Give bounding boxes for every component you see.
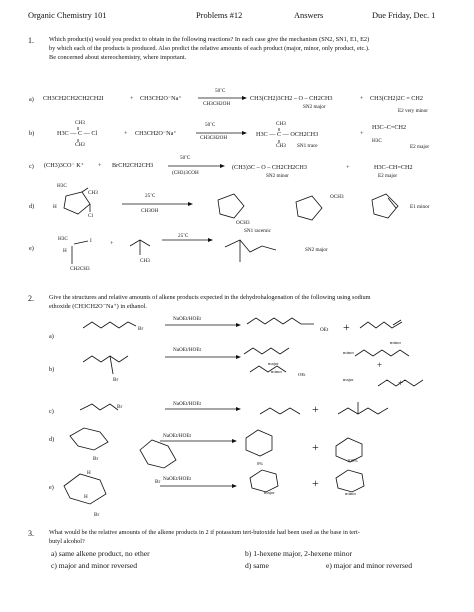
q1d-product2-sub: OCH3 (330, 194, 344, 200)
q1a-product2-note: E2 very minor (398, 108, 428, 114)
q1b-product1-bot: CH3 (276, 143, 286, 149)
q1d-ch3-bond (82, 188, 88, 192)
q1e-reagent-sub: CH3 (140, 258, 150, 264)
problem-set-label: Problems #12 (196, 11, 243, 20)
q2c-label: c) (49, 408, 54, 415)
q1a-reactant: CH3CH2CH2CH2CH2I (43, 95, 104, 102)
q2d-label: d) (49, 436, 55, 443)
q2c-product2 (338, 408, 388, 414)
q1b-product1-mid: H3C — C — OCH2CH3 (256, 131, 319, 138)
q1d-sub4: Cl (88, 213, 93, 219)
q2-number: 2. (28, 294, 34, 303)
q1a-cond-bottom: CH3CH2OH (203, 101, 231, 107)
q3-text-line1: What would be the relative amounts of the alkene products in 2 if potassium tert-butoxide had been used as the base in tert- (49, 529, 360, 536)
q3-text-line2: butyl alcohol? (49, 538, 85, 545)
q1b-arrow (196, 131, 247, 135)
q1c-cond-top: 50˚C (180, 155, 191, 161)
q2a-product-ether (247, 318, 314, 324)
q1a-product1-note: SN2 major (303, 104, 326, 110)
q2e-arrow (160, 484, 237, 488)
q1c-product1-note: SN2 minor (266, 173, 289, 179)
q2b-prod4-label: OEt (298, 372, 306, 377)
q2d-label-0: 0% (257, 461, 264, 466)
q1a-product2: CH3(CH2)2C = CH2 (370, 95, 423, 102)
q1d-sub2: CH3 (88, 190, 98, 196)
q1e-bond-i (74, 241, 88, 244)
q2a-plus: + (343, 320, 350, 334)
q1b-reactant-bot: CH3 (75, 142, 85, 148)
q1e-product (225, 240, 276, 252)
q1e-sub3: I (90, 238, 92, 244)
q2c-plus: + (312, 402, 319, 416)
q1e-sub2: H (63, 248, 67, 254)
q1b-cond-bottom: CH3CH2OH (200, 135, 228, 141)
q2b-prod1-label: major (268, 361, 279, 366)
q1d-arrow (122, 202, 193, 206)
q1b-reagent: CH3CH2O⁻Na⁺ (135, 130, 177, 137)
q1a-cond-top: 50˚C (215, 88, 226, 94)
q1b-product1-note: SN1 trace (297, 143, 318, 149)
q2a-label: a) (49, 333, 54, 340)
q1b-product2-note: E2 major (410, 144, 430, 150)
q1b-plus: + (124, 130, 128, 137)
q2e-h2: H (84, 494, 88, 500)
q3-number: 3. (28, 529, 34, 538)
q1c-product1: (CH3)3C – O – CH2CH2CH3 (232, 164, 307, 171)
q2e-h1: H (87, 470, 91, 476)
q2a-prod1-label: OEt (320, 327, 329, 333)
q1-number: 1. (28, 36, 34, 45)
q1d-label: d) (29, 203, 35, 210)
q1a-plus: + (130, 95, 134, 102)
q1a-arrow (198, 96, 247, 100)
q2b-leaving: Br (113, 377, 119, 383)
q2e-label: e) (49, 484, 54, 491)
q2d-product2-ring (336, 438, 362, 462)
q2b-product-minor (355, 350, 409, 356)
q1b-product1-top: CH3 (276, 121, 286, 127)
q1d-sub1: H3C (57, 183, 67, 189)
q2b-arrow (165, 355, 241, 359)
q1a-product1: CH3(CH2)3CH2 – O – CH2CH3 (250, 95, 333, 102)
q1e-plus: + (110, 240, 114, 247)
q1d-product2-ring (296, 196, 322, 220)
q2a-reactant-chain (83, 322, 136, 328)
q2-text-line1: Give the structures and relative amounts of alkene products expected in the dehydrohalogenation of the following using sodium (49, 294, 371, 301)
q2b-prod5-label: major (343, 377, 354, 382)
q1d-product-note: SN1 racemic (244, 228, 271, 234)
q3-option-d: d) same (245, 561, 269, 570)
q2d-product1-ring (246, 430, 272, 456)
q2b-reagent: NaOEt/HOEt (173, 347, 201, 353)
q1a-label: a) (29, 96, 34, 103)
q2e-prod2-label: minor (345, 491, 356, 496)
q2b-product-ether (250, 366, 286, 372)
q2e-leaving: Br (94, 512, 100, 518)
q1c-cond-bottom: (CH3)3COH (172, 170, 199, 176)
q1d-sub3: H (53, 204, 57, 210)
q2a-arrow (165, 323, 241, 327)
q1d-cond-top: 25˚C (145, 193, 156, 199)
q2e-reagent: NaOEt/HOEt (163, 476, 191, 482)
q2b-prod3-label: minor (271, 369, 282, 374)
q1e-product-note: SN2 major (305, 247, 328, 253)
q1b-product2-sub: H3C (372, 138, 382, 144)
q1c-plus: + (98, 162, 102, 169)
q2-text-line2: ethoxide (CH3CH2O⁻Na⁺) in ethanol. (49, 303, 147, 310)
q1b-plus-2: + (360, 130, 364, 137)
q1c-product2: H3C–CH=CH2 (374, 164, 413, 171)
q2e-plus: + (312, 476, 319, 490)
q1d-product1-ring (218, 194, 244, 218)
q2d-chair (140, 440, 176, 468)
q2b-product-major (244, 348, 289, 354)
q1-text-line1: Which product(s) would you predict to obtain in the following reactions? In each case give the mechanism (SN2, SN1, E1, E2) (49, 36, 370, 43)
q2a-alkene-double (393, 320, 401, 325)
q1d-product3-note: E1 minor (410, 204, 430, 210)
q2a-reagent: NaOEt/HOEt (173, 316, 201, 322)
q2b-product-major-2 (378, 380, 423, 386)
q3-option-e: e) major and minor reversed (326, 561, 413, 570)
q1-text-line3: Be concerned about stereochemistry, where important. (49, 54, 187, 61)
q1d-reactant-ring (64, 192, 90, 214)
q1b-cond-top: 50˚C (205, 122, 216, 128)
q2e-reactant-ring (64, 474, 106, 504)
q2e-product1-ring (250, 470, 278, 492)
q1c-label: c) (29, 163, 34, 170)
q2b-reactant-chain (83, 356, 128, 362)
q1b-product2: H3C–C=CH2 (372, 124, 407, 131)
q2b-label: b) (49, 366, 55, 373)
q1a-plus-2: + (360, 95, 364, 102)
q2a-leaving: Br (138, 326, 144, 332)
q1c-arrow (168, 164, 225, 168)
q2b-br-bond (110, 356, 113, 374)
q2b-plus-2: + (398, 378, 404, 388)
q2b-prod2-label: minor (343, 350, 354, 355)
q1d-cond-bottom: CH3OH (141, 208, 159, 214)
q1e-cond-top: 25˚C (178, 233, 189, 239)
q2c-leaving: Br (117, 404, 123, 410)
q1e-sub1: H3C (58, 236, 68, 242)
q2c-arrow (165, 407, 241, 411)
q1e-sub4: CH2CH3 (70, 266, 90, 272)
q2b-plus: + (377, 360, 383, 370)
q1c-plus-2: + (346, 164, 350, 171)
q1c-reactant: (CH3)3CO⁻ K⁺ (44, 162, 85, 169)
course-title: Organic Chemistry 101 (28, 11, 107, 20)
q3-option-b: b) 1-hexene major, 2-hexene minor (245, 549, 353, 558)
q1e-label: e) (29, 245, 34, 252)
q2c-product1 (260, 408, 300, 414)
q2d-leaving: Br (93, 456, 99, 462)
q1d-product1-sub: OCH3 (236, 220, 250, 226)
q1b-label: b) (29, 130, 35, 137)
q1-text-line2: by which each of the products is produced. Also predict the relative amounts of each product (major, minor, only product, etc.). (49, 45, 370, 52)
q1b-reactant-top: CH3 (75, 120, 85, 126)
q2d-label-100: 100% (347, 458, 358, 463)
q1e-arrow (162, 238, 213, 242)
q2e-prod1-label: major (264, 490, 275, 495)
q2d-arrow (160, 439, 237, 443)
q1b-reactant-mid: H3C — C — Cl (57, 130, 98, 137)
q1a-reagent: CH3CH2O⁻Na⁺ (140, 95, 182, 102)
q1c-product2-note: E2 major (378, 173, 398, 179)
due-date: Due Friday, Dec. 1 (372, 11, 436, 20)
q2c-reactant (80, 404, 118, 410)
q2e-product2-ring (336, 470, 364, 492)
q2d-plus: + (312, 440, 319, 454)
q3-option-c: c) major and minor reversed (51, 561, 138, 570)
answers-label: Answers (294, 11, 324, 20)
q2d-leaving-2: Br (155, 479, 161, 485)
q2a-prod2-label: minor (390, 340, 401, 345)
q2d-reagent: NaOEt/HOEt (163, 433, 191, 439)
q1c-reagent: BrCH2CH2CH3 (112, 162, 154, 169)
q2c-reagent: NaOEt/HOEt (173, 401, 201, 407)
q3-option-a: a) same alkene product, no ether (51, 549, 150, 558)
q2d-reactant-ring (70, 428, 108, 450)
